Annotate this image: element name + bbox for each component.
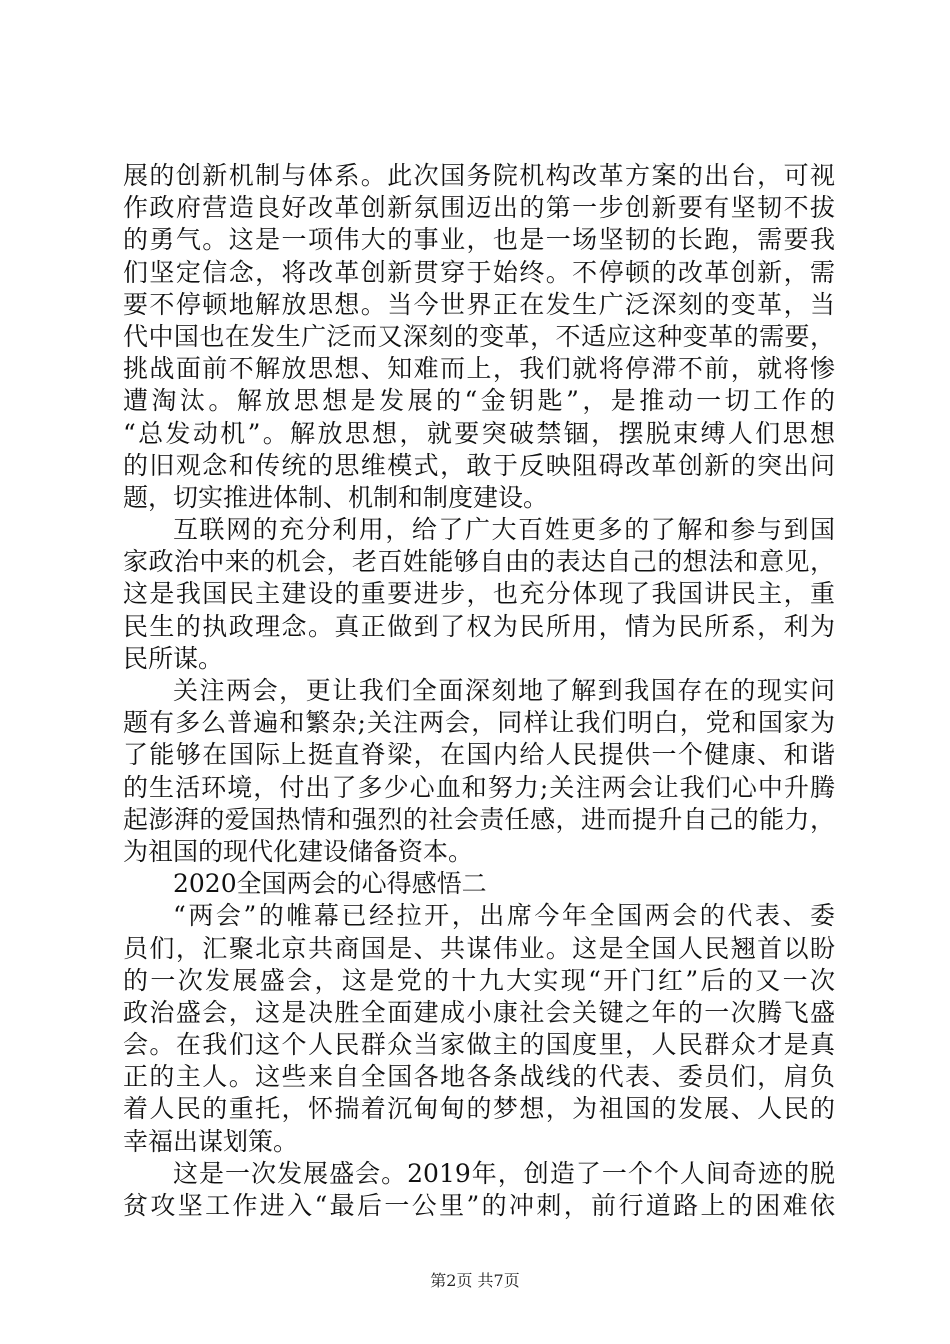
text-line: 题，切实推进体制、机制和制度建设。 bbox=[123, 482, 549, 512]
text-line: 员们，汇聚北京共商国是、共谋伟业。这是全国人民翘首以盼 bbox=[123, 933, 835, 963]
text-line: 要不停顿地解放思想。当今世界正在发生广泛深刻的变革，当 bbox=[123, 289, 835, 319]
text-line: 幸福出谋划策。 bbox=[123, 1126, 299, 1156]
text-line: 们坚定信念，将改革创新贯穿于始终。不停顿的改革创新，需 bbox=[123, 257, 835, 287]
text-line: 作政府营造良好改革创新氛围迈出的第一步创新要有坚韧不拔 bbox=[123, 193, 835, 223]
text-line: 这是我国民主建设的重要进步，也充分体现了我国讲民主，重 bbox=[123, 579, 835, 609]
text-line: 起澎湃的爱国热情和强烈的社会责任感，进而提升自己的能力， bbox=[123, 804, 835, 834]
text-line: 了能够在国际上挺直脊梁，在国内给人民提供一个健康、和谐 bbox=[123, 740, 835, 770]
text-line: 民所谋。 bbox=[123, 643, 224, 673]
text-line: 展的创新机制与体系。此次国务院机构改革方案的出台，可视 bbox=[123, 161, 835, 190]
text-line: 家政治中来的机会，老百姓能够自由的表达自己的想法和意见， bbox=[123, 547, 835, 577]
text-line: 为祖国的现代化建设储备资本。 bbox=[123, 836, 474, 866]
text-line: “总发动机”。解放思想，就要突破禁锢，摆脱束缚人们思想 bbox=[123, 418, 835, 448]
document-body bbox=[123, 160, 835, 1222]
page-footer: 第2页 共7页 bbox=[430, 1271, 520, 1290]
text-line: 会。在我们这个人民群众当家做主的国度里，人民群众才是真 bbox=[123, 1030, 835, 1060]
text-line: 这是一次发展盛会。2019年，创造了一个个人间奇迹的脱 bbox=[173, 1158, 835, 1188]
text-line: 互联网的充分利用，给了广大百姓更多的了解和参与到国 bbox=[173, 515, 835, 545]
text-line: 的一次发展盛会，这是党的十九大实现“开门红”后的又一次 bbox=[123, 965, 835, 995]
text-line: 挑战面前不解放思想、知难而上，我们就将停滞不前，就将惨 bbox=[123, 354, 835, 384]
text-line: 民生的执政理念。真正做到了权为民所用，情为民所系，利为 bbox=[123, 611, 835, 641]
text-line: 的生活环境，付出了多少心血和努力;关注两会让我们心中升腾 bbox=[123, 772, 835, 802]
text-line: 正的主人。这些来自全国各地各条战线的代表、委员们，肩负 bbox=[123, 1062, 835, 1092]
text-line: 的旧观念和传统的思维模式，敢于反映阻碍改革创新的突出问 bbox=[123, 450, 835, 480]
text-line: 贫攻坚工作进入“最后一公里”的冲刺，前行道路上的困难依 bbox=[123, 1191, 835, 1220]
text-line: 遭淘汰。解放思想是发展的“金钥匙”，是推动一切工作的 bbox=[123, 386, 835, 416]
text-line: 着人民的重托，怀揣着沉甸甸的梦想，为祖国的发展、人民的 bbox=[123, 1094, 835, 1124]
text-line: “两会”的帷幕已经拉开，出席今年全国两会的代表、委 bbox=[173, 901, 835, 931]
text-line: 政治盛会，这是决胜全面建成小康社会关键之年的一次腾飞盛 bbox=[123, 997, 835, 1027]
text-line: 的勇气。这是一项伟大的事业，也是一场坚韧的长跑，需要我 bbox=[123, 225, 835, 255]
text-line: 代中国也在发生广泛而又深刻的变革，不适应这种变革的需要， bbox=[123, 321, 835, 351]
text-line: 关注两会，更让我们全面深刻地了解到我国存在的现实问 bbox=[173, 676, 835, 705]
text-line: 题有多么普遍和繁杂;关注两会，同样让我们明白，党和国家为 bbox=[123, 708, 835, 738]
section-heading: 2020全国两会的心得感悟二 bbox=[173, 869, 487, 899]
